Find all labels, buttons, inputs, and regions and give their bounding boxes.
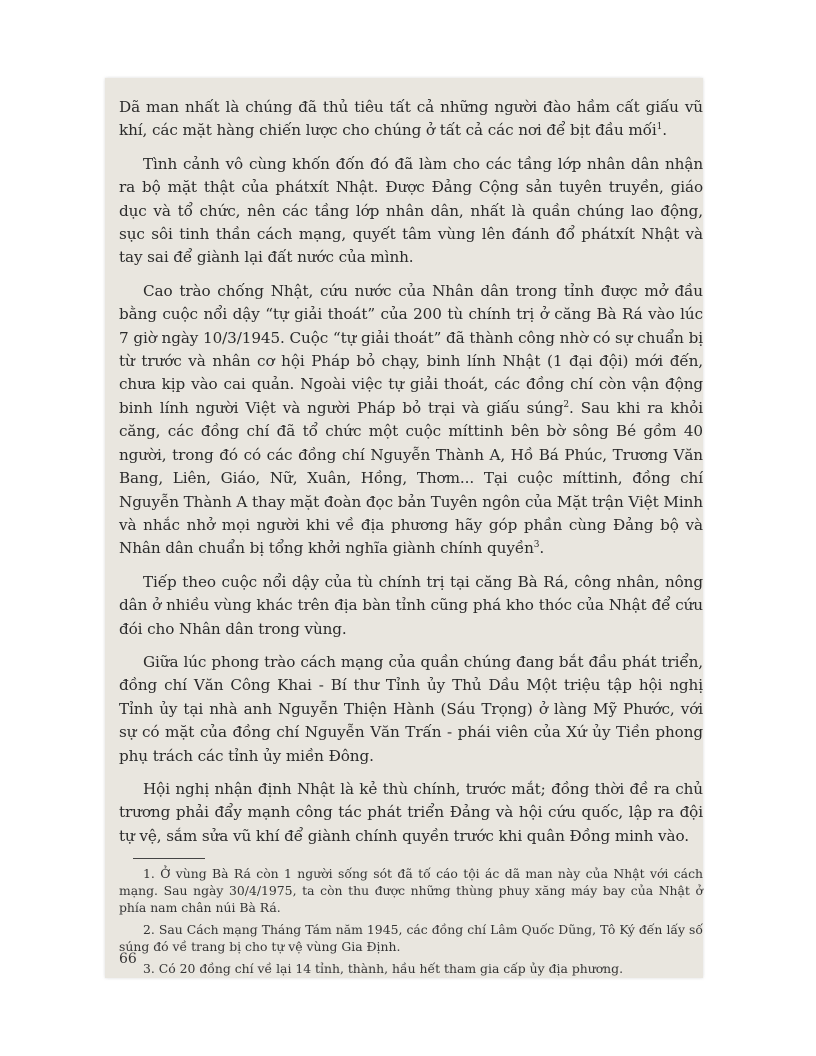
footnote-3: 3. Có 20 đồng chí về lại 14 tỉnh, thành, hầu hết tham gia cấp ủy địa phương. <box>143 961 624 977</box>
paragraph-1: Dã man nhất là chúng đã thủ tiêu tất cả những người đào hầm cất giấu vũ khí, các mặt hàng chiến lược cho chúng ở tất cả các nơi để bịt đầu mối$^1$. <box>119 98 703 140</box>
footnote-divider <box>133 858 205 859</box>
book-page <box>105 78 703 978</box>
footnote-ref-3: 3 <box>533 540 540 551</box>
page-body <box>119 96 703 982</box>
paragraph-6: Hội nghị nhận định Nhật là kẻ thù chính, trước mắt; đồng thời đề ra chủ trương phải đẩy mạnh công tác phát triển Đảng và hội cứu quốc, lập ra đội tự vệ, sắm sửa vũ khí để giành chính quyền trước khi quân Đồng minh vào. <box>119 779 703 845</box>
paragraph-4: Tiếp theo cuộc nổi dậy của tù chính trị tại căng Bà Rá, công nhân, nông dân ở nhiều vùng khác trên địa bàn tỉnh cũng phá kho thóc của Nhật để cứu đói cho Nhân dân trong vùng. <box>119 572 703 638</box>
footnote-1: 1. Ở vùng Bà Rá còn 1 người sống sót đã tố cáo tội ác dã man này của Nhật với cách mạng. Sau ngày 30/4/1975, ta còn thu được những thùng phuy xăng máy bay của Nhật ở phía nam chân núi Bà Rá. <box>119 866 703 916</box>
paragraph-5: Giữa lúc phong trào cách mạng của quần chúng đang bắt đầu phát triển, đồng chí Văn Công Khai - Bí thư Tỉnh ủy Thủ Dầu Một triệu tập hội nghị Tỉnh ủy tại nhà anh Nguyễn Thiện Hành (Sáu Trọng) ở làng Mỹ Phước, với sự có mặt của đồng chí Nguyễn Văn Trấn - phái viên của Xứ ủy Tiền phong phụ trách các tỉnh ủy miền Đông. <box>119 652 703 765</box>
footnote-2: 2. Sau Cách mạng Tháng Tám năm 1945, các đồng chí Lâm Quốc Dũng, Tô Ký đến lấy số súng đó về trang bị cho tự vệ vùng Gia Định. <box>119 922 703 955</box>
footnote-ref-2: 2 <box>563 399 570 410</box>
footnote-ref-1: 1 <box>656 122 663 133</box>
paragraph-3: Cao trào chống Nhật, cứu nước của Nhân dân trong tỉnh được mở đầu bằng cuộc nổi dậy “tự giải thoát” của 200 tù chính trị ở căng Bà Rá vào lúc 7 giờ ngày 10/3/1945. Cuộc “tự giải thoát” đã thành công nhờ có sự chuẩn bị từ trước và nhân cơ hội Pháp bỏ chạy, binh lính Nhật (1 đại đội) mới đến, chưa kịp vào cai quản. Ngoài việc tự giải thoát, các đồng chí còn vận động binh lính người Việt và người Pháp bỏ trại và giấu súng$^2$. Sau khi ra khỏi căng, các đồng chí đã tổ chức một cuộc míttinh bên bờ sông Bé gồm 40 người, trong đó có các đồng chí Nguyễn Thành A, Hồ Bá Phúc, Trương Văn Bang, Liên, Giáo, Nữ, Xuân, Hồng, Thơm... Tại cuộc míttinh, đồng chí Nguyễn Thành A thay mặt đoàn đọc bản Tuyên ngôn của Mặt trận Việt Minh và nhắc nhở mọi người khi về địa phương hãy góp phần cùng Đảng bộ và Nhân dân chuẩn bị tổng khởi nghĩa giành chính quyền$^3$. <box>119 281 703 558</box>
paragraph-2: Tình cảnh vô cùng khốn đốn đó đã làm cho các tầng lớp nhân dân nhận ra bộ mặt thật của phátxít Nhật. Được Đảng Cộng sản tuyên truyền, giáo dục và tổ chức, nên các tầng lớp nhân dân, nhất là quần chúng lao động, sục sôi tinh thần cách mạng, quyết tâm vùng lên đánh đổ phátxít Nhật và tay sai để giành lại đất nước của mình. <box>119 154 703 267</box>
page-number: 66 <box>119 951 137 967</box>
